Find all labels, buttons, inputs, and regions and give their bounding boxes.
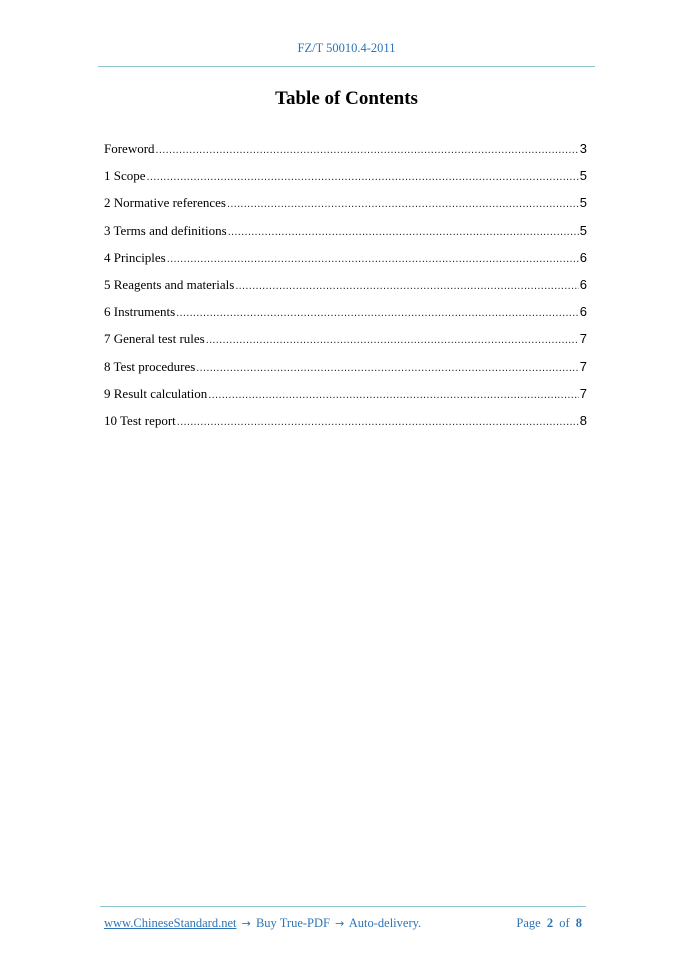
- toc-entry-label: 10 Test report: [104, 412, 176, 428]
- toc-dot-leader: [228, 226, 579, 238]
- document-code-header: FZ/T 50010.4-2011: [297, 41, 396, 55]
- toc-entry-page: 7: [579, 331, 587, 347]
- auto-delivery-text: Auto-delivery.: [348, 916, 422, 930]
- toc-entry-foreword[interactable]: [104, 141, 587, 168]
- toc-entry-result-calculation[interactable]: [104, 386, 587, 413]
- toc-entry-label: 6 Instruments: [104, 304, 176, 320]
- toc-entry-label: 5 Reagents and materials: [104, 276, 235, 292]
- site-link[interactable]: www.ChineseStandard.net: [104, 916, 237, 930]
- toc-entry-reagents-and-materials[interactable]: [104, 277, 587, 304]
- toc-dot-leader: [235, 280, 578, 292]
- toc-entry-label: Foreword: [104, 141, 155, 156]
- toc-entry-general-test-rules[interactable]: [104, 331, 587, 358]
- toc-entry-page: 8: [579, 412, 587, 428]
- toc-dot-leader: [206, 334, 579, 346]
- page-word: Page: [516, 916, 541, 930]
- toc-entry-page: 6: [579, 276, 587, 292]
- toc-dot-leader: [147, 171, 579, 183]
- page-indicator: [516, 916, 585, 931]
- toc-entry-instruments[interactable]: [104, 304, 587, 331]
- toc-dot-leader: [167, 253, 579, 265]
- toc-entry-label: 3 Terms and definitions: [104, 222, 227, 238]
- toc-entry-page: 5: [579, 168, 587, 184]
- toc-entry-test-procedures[interactable]: [104, 359, 587, 386]
- arrow-right-icon: →: [241, 917, 251, 930]
- toc-entry-page: 3: [579, 141, 587, 156]
- toc-entry-scope[interactable]: [104, 168, 587, 195]
- toc-entry-page: 7: [579, 358, 587, 374]
- toc-entry-test-report[interactable]: [104, 413, 587, 440]
- toc-dot-leader: [196, 362, 578, 374]
- toc-entry-page: 5: [579, 222, 587, 238]
- toc-entry-label: 8 Test procedures: [104, 358, 196, 374]
- toc-list: [104, 141, 587, 440]
- toc-title: Table of Contents: [275, 88, 418, 109]
- arrow-right-icon: →: [335, 917, 345, 930]
- toc-entry-normative-references[interactable]: [104, 195, 587, 222]
- toc-entry-terms-and-definitions[interactable]: [104, 223, 587, 250]
- toc-entry-label: 2 Normative references: [104, 195, 226, 211]
- toc-entry-label: 4 Principles: [104, 249, 166, 265]
- header-divider: [98, 66, 595, 67]
- footer-divider: [100, 906, 586, 907]
- footer-promo: [104, 916, 421, 931]
- current-page-number: 2: [546, 916, 554, 930]
- toc-dot-leader: [227, 198, 579, 210]
- toc-dot-leader: [177, 416, 579, 428]
- toc-entry-page: 6: [579, 249, 587, 265]
- toc-entry-page: 7: [579, 385, 587, 401]
- total-pages-number: 8: [575, 916, 582, 930]
- toc-entry-page: 5: [579, 195, 587, 211]
- toc-entry-label: 7 General test rules: [104, 331, 205, 347]
- of-word: of: [559, 916, 570, 930]
- toc-entry-principles[interactable]: [104, 250, 587, 277]
- buy-true-pdf-text: Buy True-PDF: [255, 916, 330, 930]
- toc-dot-leader: [156, 144, 579, 156]
- toc-dot-leader: [176, 307, 579, 319]
- toc-entry-label: 9 Result calculation: [104, 385, 208, 401]
- toc-entry-label: 1 Scope: [104, 168, 146, 184]
- toc-dot-leader: [208, 389, 579, 401]
- toc-entry-page: 6: [579, 304, 587, 320]
